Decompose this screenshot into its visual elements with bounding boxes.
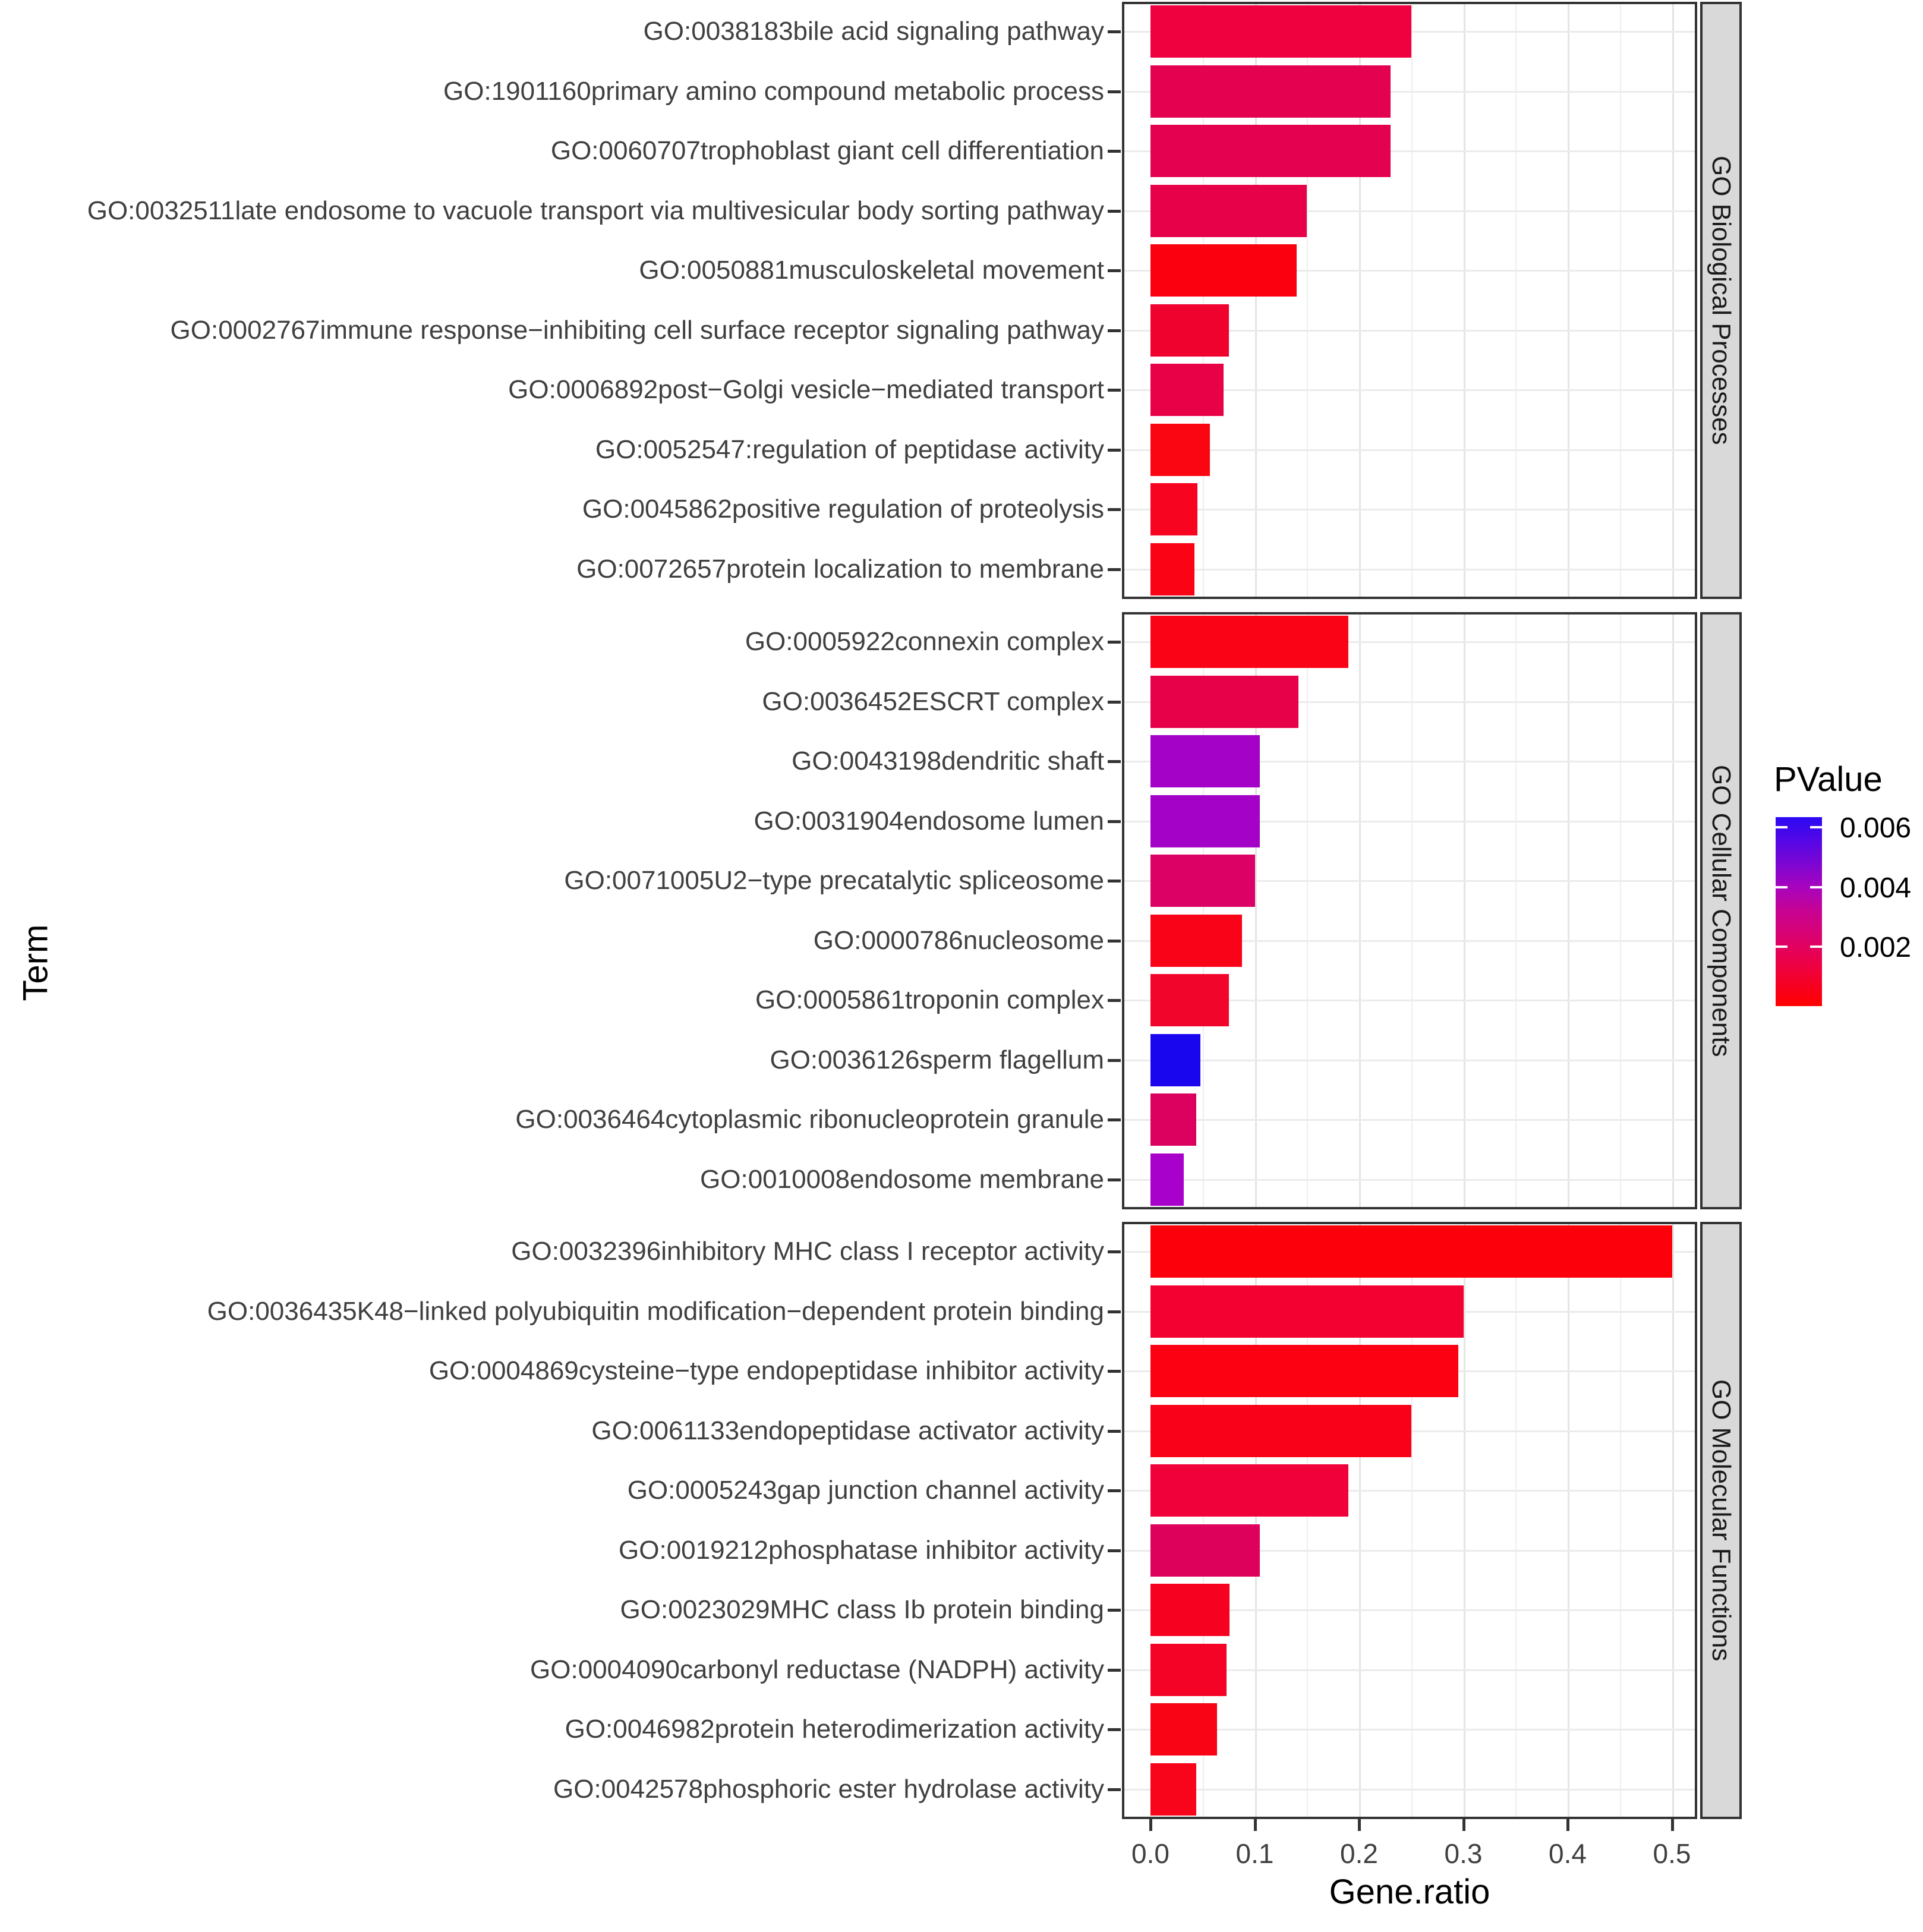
legend-tick-mark [1810,886,1822,888]
bar-go-cellular-components-7 [1150,1034,1200,1086]
legend-tick-mark [1810,945,1822,948]
y-tick-mark [1108,150,1121,153]
facet-strip-label: GO Biological Processes [1707,156,1736,445]
y-tick-mark [1108,1669,1121,1672]
minor-gridline [1515,1224,1517,1817]
y-tick-mark [1108,1609,1121,1612]
category-label: GO:0005861troponin complex [755,985,1104,1015]
major-gridline [1568,4,1569,597]
bar-go-cellular-components-5 [1150,915,1242,967]
bar-go-molecular-functions-4 [1150,1464,1348,1517]
legend-colorbar [1776,817,1822,1006]
y-tick-mark [1108,1788,1121,1791]
category-label: GO:0002767immune response−inhibiting cell surface receptor signaling pathway [170,315,1104,345]
category-label: GO:0036464cytoplasmic ribonucleoprotein granule [515,1105,1104,1134]
y-tick-mark [1108,1059,1121,1062]
bar-go-biological-processes-1 [1150,65,1391,118]
minor-gridline [1515,614,1517,1207]
facet-panel-2 [1122,1222,1697,1819]
y-tick-mark [1108,1489,1121,1492]
y-tick-mark [1108,940,1121,943]
y-tick-mark [1108,1549,1121,1552]
minor-gridline [1411,4,1413,597]
y-tick-mark [1108,641,1121,644]
minor-gridline [1515,4,1517,597]
y-tick-mark [1108,508,1121,511]
bar-go-biological-processes-3 [1150,185,1307,237]
row-gridline [1124,1179,1695,1181]
bar-go-cellular-components-0 [1150,616,1348,668]
category-label: GO:0000786nucleosome [813,925,1104,955]
row-gridline [1124,569,1695,571]
y-tick-mark [1108,1310,1121,1313]
category-label: GO:0046982protein heterodimerization activity [565,1714,1104,1744]
category-label: GO:1901160primary amino compound metabolic process [443,76,1104,106]
bar-go-molecular-functions-9 [1150,1763,1196,1816]
x-tick-label: 0.4 [1549,1838,1587,1869]
y-tick-mark [1108,269,1121,272]
category-label: GO:0019212phosphatase inhibitor activity [619,1535,1104,1565]
bar-go-biological-processes-2 [1150,125,1391,177]
bar-go-biological-processes-6 [1150,364,1224,416]
bar-go-molecular-functions-5 [1150,1524,1260,1577]
major-gridline [1568,1224,1569,1817]
bar-go-biological-processes-8 [1150,483,1197,535]
facet-strip-1 [1700,612,1742,1209]
x-tick-mark [1671,1819,1674,1831]
y-axis-title: Term [16,924,55,1001]
category-label: GO:0004090carbonyl reductase (NADPH) activity [530,1654,1104,1684]
category-label: GO:0052547:regulation of peptidase activity [595,434,1104,464]
category-label: GO:0043198dendritic shaft [792,746,1104,776]
y-tick-mark [1108,1118,1121,1121]
y-tick-mark [1108,389,1121,392]
legend-title: PValue [1774,760,1883,799]
x-tick-label: 0.0 [1131,1838,1169,1869]
category-label: GO:0004869cysteine−type endopeptidase inhibitor activity [428,1356,1104,1386]
category-label: GO:0042578phosphoric ester hydrolase activity [553,1774,1104,1804]
y-tick-mark [1108,760,1121,763]
y-tick-mark [1108,820,1121,823]
category-label: GO:0072657protein localization to membrane [576,554,1104,584]
bar-go-molecular-functions-0 [1150,1225,1672,1278]
bar-go-molecular-functions-6 [1150,1584,1230,1636]
category-label: GO:0006892post−Golgi vesicle−mediated transport [508,375,1104,405]
major-gridline [1672,1224,1674,1817]
x-tick-label: 0.5 [1653,1838,1691,1869]
bar-go-molecular-functions-3 [1150,1405,1411,1457]
x-tick-label: 0.2 [1340,1838,1378,1869]
bar-go-biological-processes-4 [1150,244,1297,297]
legend-tick-mark [1776,886,1788,888]
facet-strip-2 [1700,1222,1742,1819]
x-tick-label: 0.3 [1444,1838,1483,1869]
facet-panel-1 [1122,612,1697,1209]
category-label: GO:0005243gap junction channel activity [627,1476,1104,1505]
row-gridline [1124,1060,1695,1061]
bar-go-cellular-components-3 [1150,795,1260,847]
major-gridline [1568,614,1569,1207]
facet-panel-0 [1122,2,1697,599]
category-label: GO:0050881musculoskeletal movement [639,256,1104,285]
bar-go-molecular-functions-2 [1150,1345,1458,1397]
category-label: GO:0031904endosome lumen [754,806,1104,836]
bar-go-biological-processes-7 [1150,424,1210,476]
y-tick-mark [1108,1250,1121,1253]
major-gridline [1464,4,1465,597]
bar-go-cellular-components-8 [1150,1093,1196,1146]
x-tick-mark [1254,1819,1257,1831]
y-tick-mark [1108,329,1121,332]
y-tick-mark [1108,999,1121,1002]
legend-tick-mark [1810,826,1822,828]
category-label: GO:0032396inhibitory MHC class I receptor activity [511,1237,1104,1266]
category-label: GO:0036452ESCRT complex [762,686,1104,716]
row-gridline [1124,1119,1695,1121]
row-gridline [1124,1789,1695,1791]
major-gridline [1672,614,1674,1207]
legend-tick-label: 0.004 [1840,872,1912,904]
x-axis-title: Gene.ratio [1329,1873,1490,1911]
facet-strip-label: GO Molecular Functions [1707,1379,1736,1662]
x-tick-label: 0.1 [1235,1838,1274,1869]
category-label: GO:0005922connexin complex [745,627,1104,657]
category-label: GO:0023029MHC class Ib protein binding [620,1595,1104,1625]
y-tick-mark [1108,30,1121,33]
category-label: GO:0060707trophoblast giant cell differentiation [550,136,1104,166]
major-gridline [1359,614,1361,1207]
legend-tick-label: 0.006 [1840,812,1912,844]
y-tick-mark [1108,568,1121,571]
bar-go-molecular-functions-7 [1150,1644,1227,1696]
x-tick-mark [1358,1819,1361,1831]
row-gridline [1124,509,1695,510]
legend-tick-mark [1776,945,1788,948]
y-tick-mark [1108,1370,1121,1373]
y-tick-mark [1108,1430,1121,1433]
minor-gridline [1307,614,1308,1207]
bar-go-cellular-components-6 [1150,974,1229,1026]
category-label: GO:0036126sperm flagellum [770,1045,1104,1074]
major-gridline [1464,1224,1465,1817]
bar-go-biological-processes-0 [1150,5,1411,58]
bar-go-biological-processes-5 [1150,304,1229,357]
y-tick-mark [1108,1178,1121,1181]
major-gridline [1464,614,1465,1207]
bar-go-cellular-components-4 [1150,855,1255,907]
minor-gridline [1620,4,1621,597]
bar-go-molecular-functions-8 [1150,1703,1217,1755]
x-tick-mark [1566,1819,1569,1831]
category-label: GO:0036435K48−linked polyubiquitin modification−dependent protein binding [207,1296,1104,1326]
category-label: GO:0045862positive regulation of proteolysis [582,494,1104,524]
x-tick-mark [1462,1819,1465,1831]
y-tick-mark [1108,701,1121,704]
minor-gridline [1411,614,1413,1207]
bar-go-biological-processes-9 [1150,543,1194,595]
y-tick-mark [1108,880,1121,883]
y-tick-mark [1108,210,1121,213]
legend-tick-mark [1776,826,1788,828]
legend-tick-label: 0.002 [1840,932,1912,963]
minor-gridline [1620,1224,1621,1817]
category-label: GO:0010008endosome membrane [700,1164,1104,1194]
bar-go-cellular-components-2 [1150,735,1260,787]
bar-go-molecular-functions-1 [1150,1285,1464,1338]
y-tick-mark [1108,90,1121,93]
category-label: GO:0061133endopeptidase activator activity [591,1416,1104,1445]
facet-strip-label: GO Cellular Components [1707,764,1736,1057]
category-label: GO:0032511late endosome to vacuole transport via multivesicular body sorting pathway [87,196,1104,225]
x-tick-mark [1149,1819,1152,1831]
facet-strip-0 [1700,2,1742,599]
bar-go-cellular-components-1 [1150,676,1298,728]
category-label: GO:0071005U2−type precatalytic spliceosome [564,866,1104,896]
major-gridline [1672,4,1674,597]
category-label: GO:0038183bile acid signaling pathway [643,17,1104,46]
minor-gridline [1620,614,1621,1207]
y-tick-mark [1108,449,1121,452]
bar-go-cellular-components-9 [1150,1153,1184,1206]
y-tick-mark [1108,1728,1121,1731]
